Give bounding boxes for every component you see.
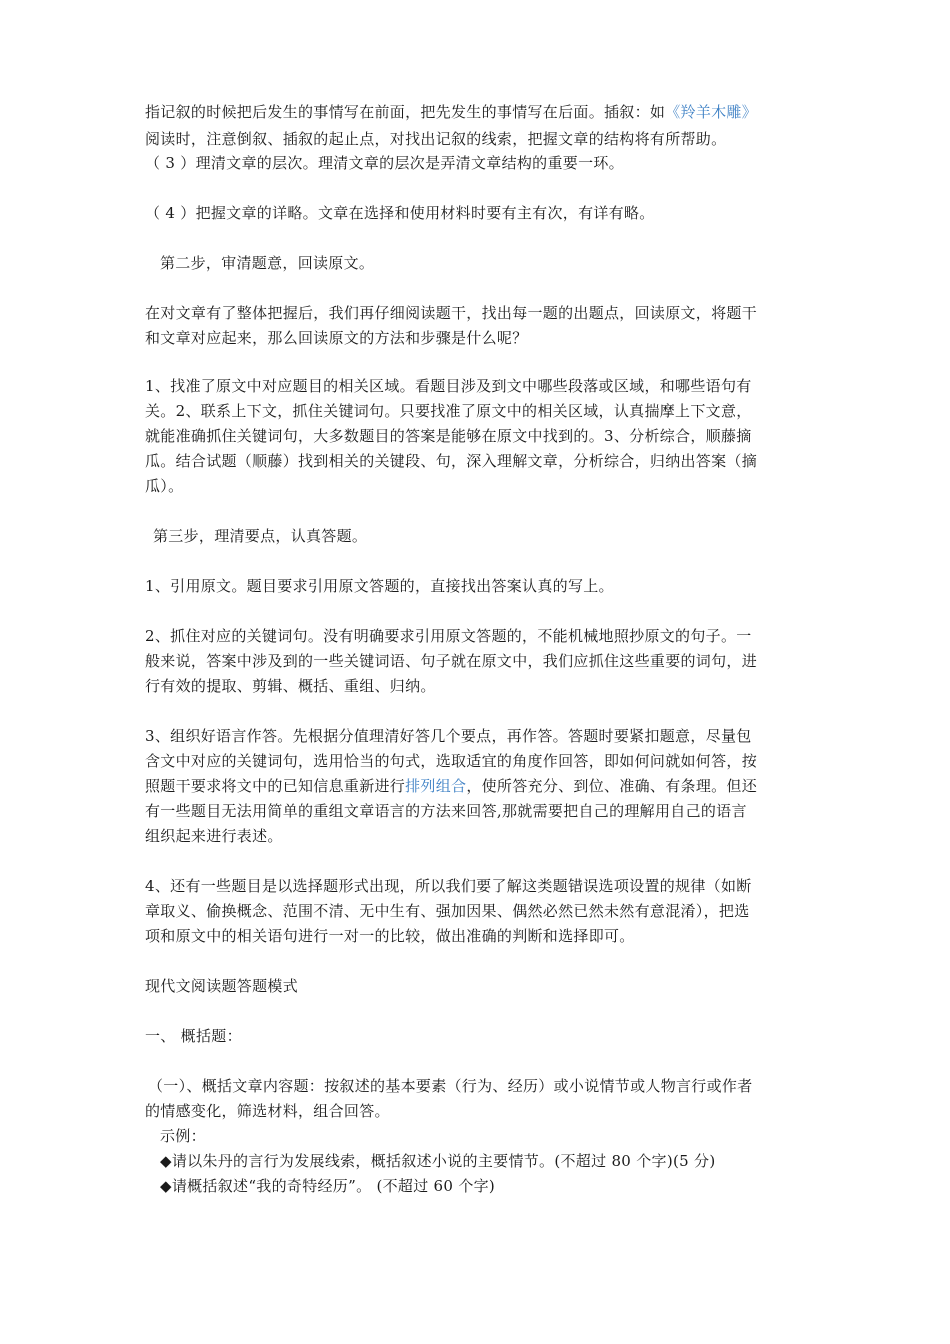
text-line: 瓜）。	[145, 477, 184, 495]
text-line: 章取义、偷换概念、范围不清、无中生有、强加因果、偶然必然已然未然有意混淆），把选	[145, 902, 750, 920]
example-item: ◆请概括叙述“我的奇特经历”。 (不超过 60 个字)	[160, 1177, 496, 1195]
text-line: 组织起来进行表述。	[145, 827, 283, 845]
arrangement-link[interactable]: 排列组合	[405, 777, 467, 795]
text-line: （ 3 ）理清文章的层次。理清文章的层次是弄清文章结构的重要一环。	[145, 154, 624, 172]
text-line: 就能准确抓住关键词句，大多数题目的答案是能够在原文中找到的。3、分析综合，顺藤摘	[145, 427, 752, 445]
example-item: ◆请以朱丹的言行为发展线索，概括叙述小说的主要情节。(不超过 80 个字)(5 分)	[160, 1152, 716, 1170]
subsection-heading: 一、 概括题：	[145, 1027, 242, 1045]
text-line: 般来说，答案中涉及到的一些关键词语、句子就在原文中，我们应抓住这些重要的词句，进	[145, 652, 758, 670]
text-span: ，使所答充分、到位、准确、有条理。但还	[466, 777, 758, 795]
text-line: 含文中对应的关键词句，选用恰当的句式，选取适宜的角度作回答，即如何问就如何答，按	[145, 752, 758, 770]
text-line: 行有效的提取、剪辑、概括、重组、归纳。	[145, 677, 436, 695]
text-line: 2、抓住对应的关键词句。没有明确要求引用原文答题的，不能机械地照抄原文的句子。一	[145, 627, 752, 645]
example-label: 示例：	[160, 1127, 206, 1145]
text-line: 瓜。结合试题（顺藤）找到相关的关键段、句，深入理解文章，分析综合，归纳出答案（摘	[145, 452, 758, 470]
text-line: 1、引用原文。题目要求引用原文答题的，直接找出答案认真的写上。	[145, 577, 614, 595]
article-link[interactable]: 《羚羊木雕》	[665, 103, 758, 121]
text-line: 在对文章有了整体把握后，我们再仔细阅读题干，找出每一题的出题点，回读原文，将题干	[145, 304, 758, 322]
text-line	[145, 774, 757, 798]
text-line: 阅读时，注意倒叙、插叙的起止点，对找出记叙的线索，把握文章的结构将有所帮助。	[145, 130, 727, 148]
step-heading: 第三步，理清要点，认真答题。	[153, 527, 368, 545]
text-line: 有一些题目无法用简单的重组文章语言的方法来回答,那就需要把自己的理解用自己的语言	[145, 802, 747, 820]
text-line: 和文章对应起来，那么回读原文的方法和步骤是什么呢？	[145, 329, 528, 347]
text-line: 关。2、联系上下文，抓住关键词句。只要找准了原文中的相关区域，认真揣摩上下文意，	[145, 402, 752, 420]
section-heading: 现代文阅读题答题模式	[145, 977, 299, 995]
text-span: 指记叙的时候把后发生的事情写在前面，把先发生的事情写在后面。插叙：如	[145, 103, 666, 121]
text-line: 1、找准了原文中对应题目的相关区域。看题目涉及到文中哪些段落或区域，和哪些语句有	[145, 377, 752, 395]
text-line: 4、还有一些题目是以选择题形式出现，所以我们要了解这类题错误选项设置的规律（如断	[145, 877, 752, 895]
text-line: 的情感变化，筛选材料，组合回答。	[145, 1102, 390, 1120]
text-line: 项和原文中的相关语句进行一对一的比较，做出准确的判断和选择即可。	[145, 927, 635, 945]
step-heading: 第二步，审清题意，回读原文。	[160, 254, 375, 272]
text-line: （一）、概括文章内容题：按叙述的基本要素（行为、经历）或小说情节或人物言行或作者	[148, 1077, 753, 1095]
text-line: （ 4 ）把握文章的详略。文章在选择和使用材料时要有主有次，有详有略。	[145, 204, 655, 222]
text-line: 3、组织好语言作答。先根据分值理清好答几个要点，再作答。答题时要紧扣题意，尽量包	[145, 727, 752, 745]
text-line	[145, 100, 757, 124]
text-span: 照题干要求将文中的已知信息重新进行	[145, 777, 406, 795]
